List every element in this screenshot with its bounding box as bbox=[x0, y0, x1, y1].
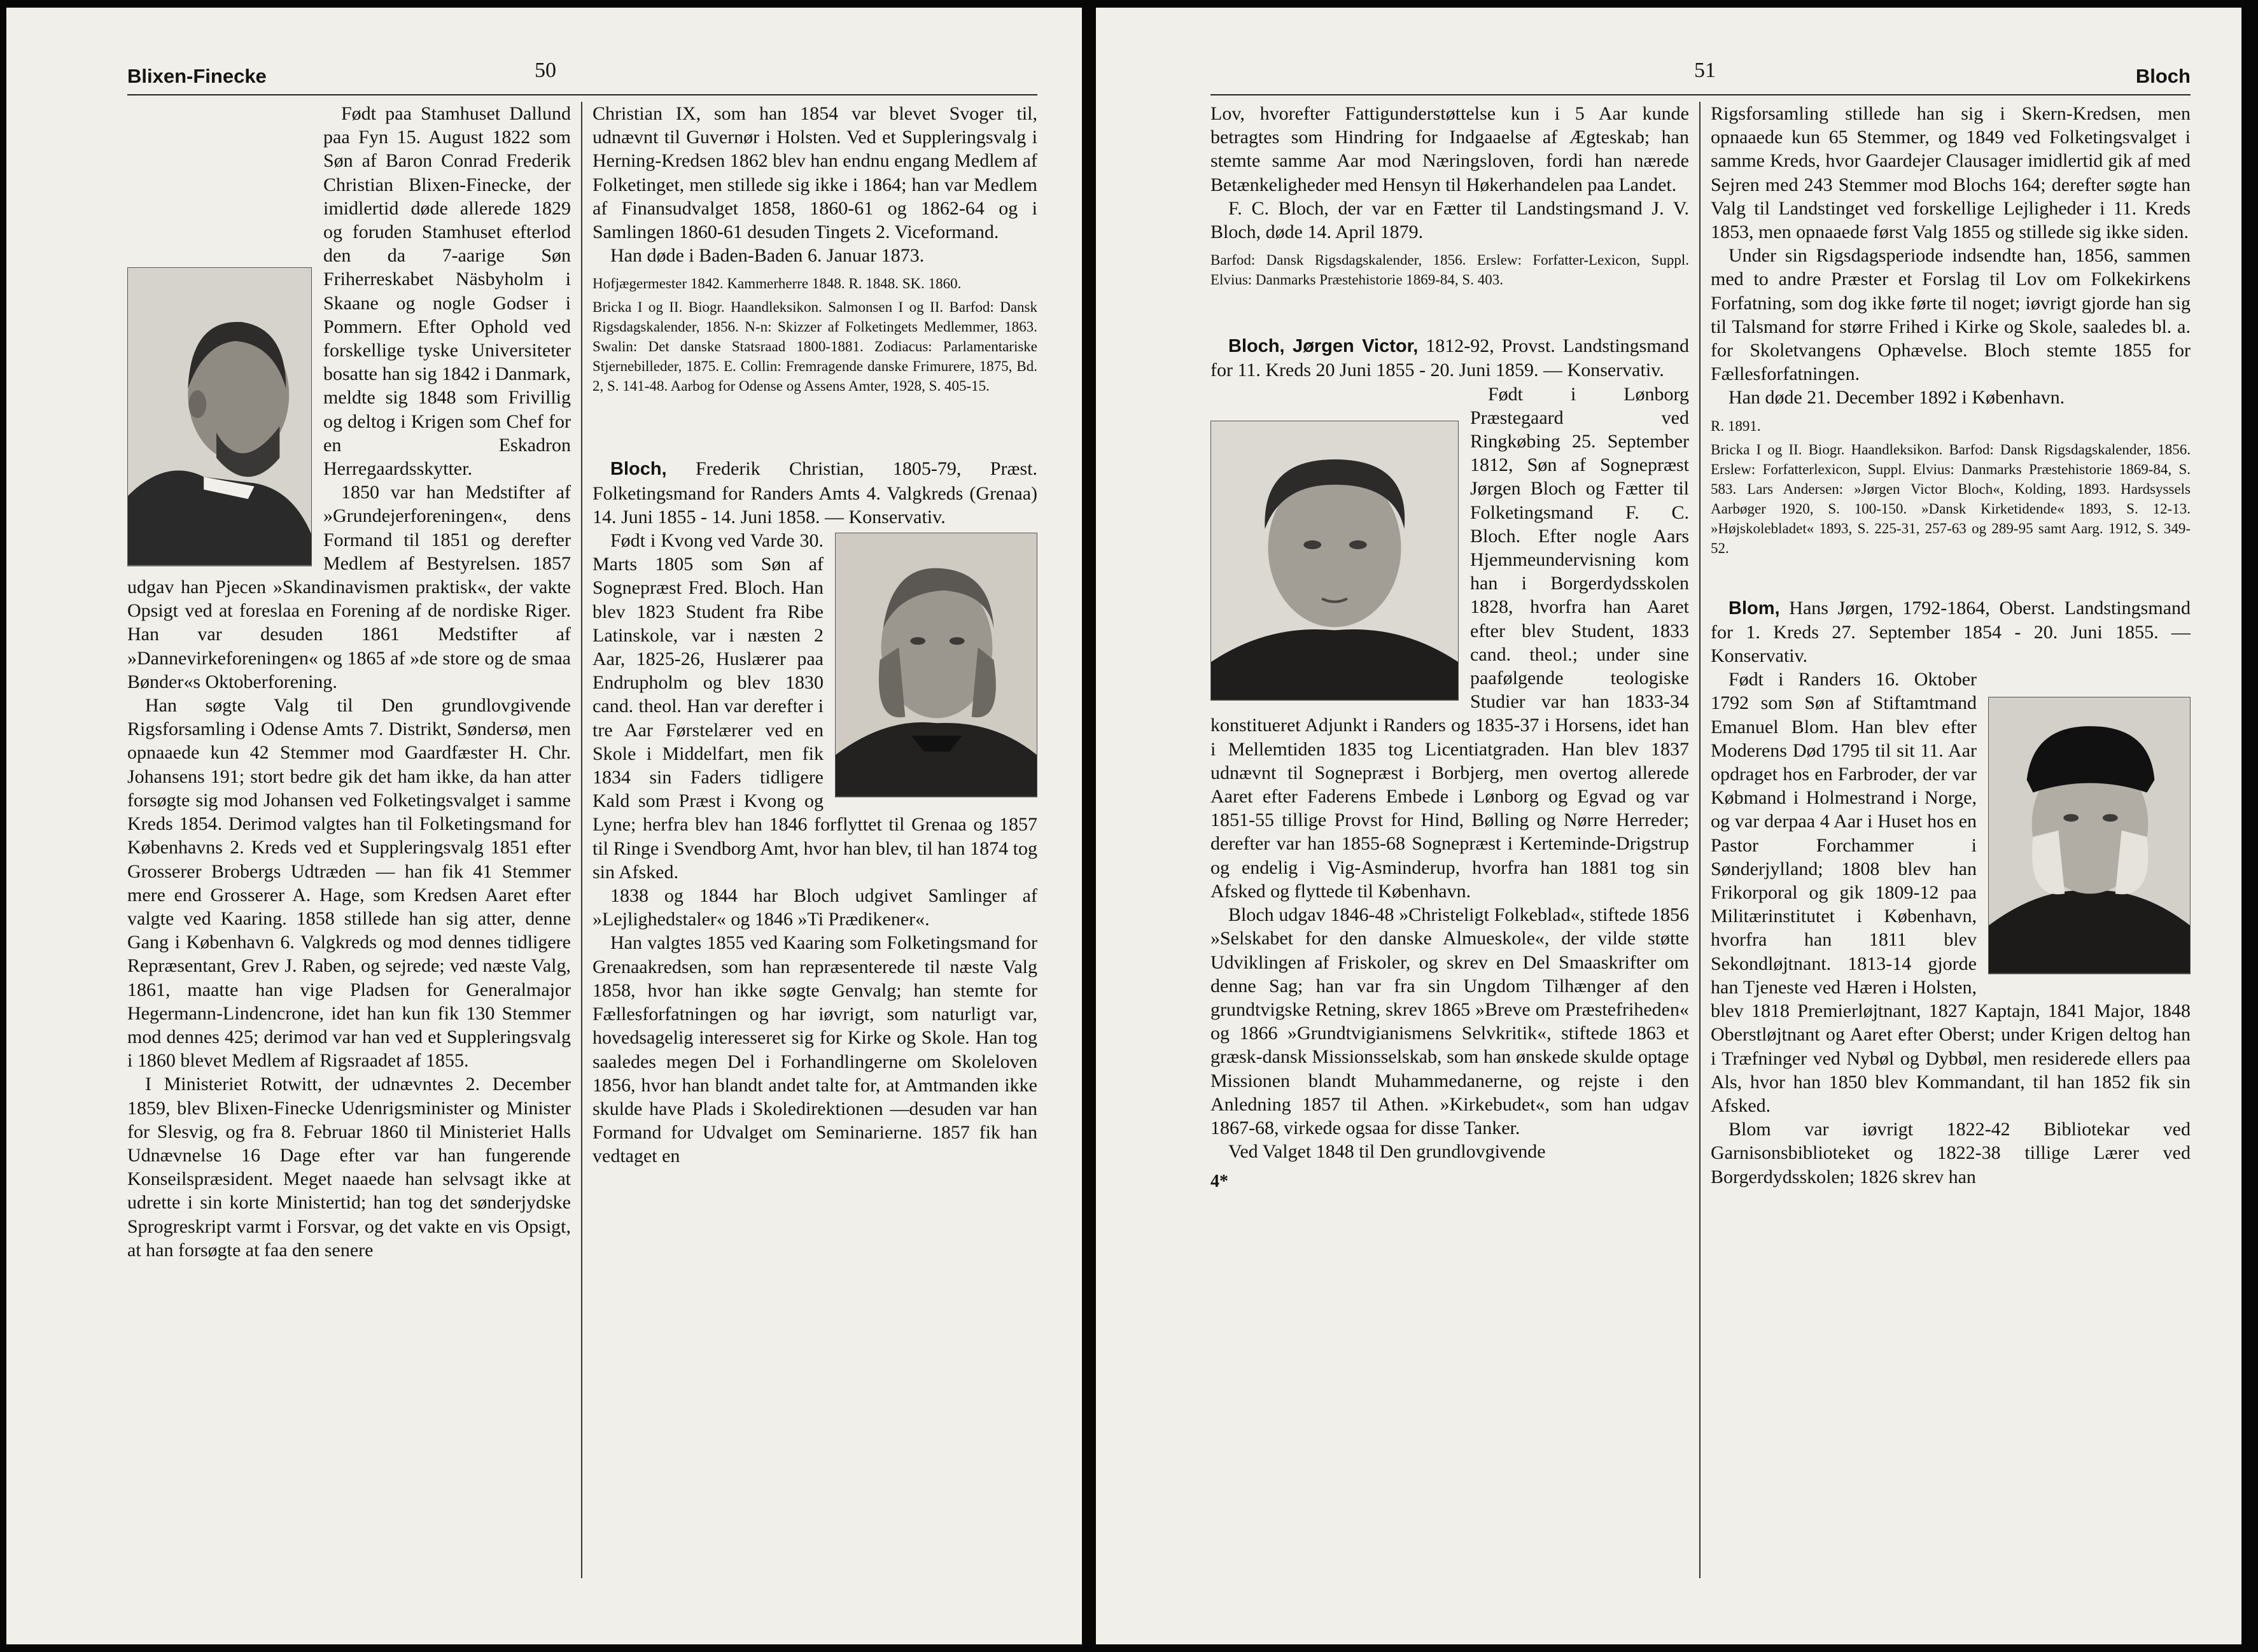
paragraph: I Ministeriet Rotwitt, der udnævntes 2. December 1859, blev Blixen-Finecke Udenrigsminister og Minister for Slesvig, og fra 8. Februar 1860 til Ministeriet Halls Udnævnelse 16 Dage efter var han fungerende Konseilspræsident. Meget naaede han selvsagt ikke at udrette i sin korte Ministertid; han tog det sønderjydske Sprogreskript varmt i Forsvar, og det vakte en vis Opsigt, at han forsøgte at faa den senere bbox=[127, 1074, 571, 1261]
entry-heading bbox=[1711, 596, 2191, 668]
header-rule bbox=[1210, 94, 2191, 95]
paragraph: Født i Kvong ved Varde 30. Marts 1805 som Søn af Sognepræst Fred. Bloch. Han blev 1823 Student fra Ribe Latinskole, var i næsten 2 Aar, 1825-26, Huslærer paa Endrupholm og blev 1830 cand. theol. Han var derefter i tre Aar Førstelærer ved en Skole i Middelfart, men fik 1834 sin Faders tidligere Kald som Præst i Kvong og Lyne; herfra blev han 1846 forflyttet til Grenaa og 1857 til Ringe i Svendborg Amt, hvor han blev, til han 1874 tog sin Afsked. bbox=[593, 530, 1037, 883]
entry-name: Blom, bbox=[1729, 598, 1780, 619]
paragraph: Blom var iøvrigt 1822-42 Bibliotekar ved Garnisonsbiblioteket og 1822-38 tillige Lærer ved Borgerdydsskolen; 1826 skrev han bbox=[1711, 1119, 2191, 1187]
portrait-image bbox=[836, 533, 1037, 797]
paragraph: Bloch udgav 1846-48 »Christeligt Folkeblad«, stiftede 1856 »Selskabet for den danske Almueskole«, der vilde støtte Udviklingen af Friskoler, og skrev en Del Smaaskrifter om denne Sag; han var fra sin Ungdom Tilhænger af den grundtvigske Retning, skrev 1865 »Breve om Præstefriheden« og 1866 »Grundtvigianismens Selvkritik«, stiftede 1863 et græsk-dansk Missionsselskab, som han ønskede skulde optage Missionen blandt Muhammedanerne, og rejste i den Anledning 1857 til Athen. »Kirkebudet«, som han udgav 1867-68, virkede ogsaa for disse Tanker. bbox=[1210, 904, 1689, 1138]
portrait-hans-jorgen-blom bbox=[1988, 697, 2191, 974]
paragraph: Født i Lønborg Præstegaard ved Ringkøbing 25. September 1812, Søn af Sognepræst Jørgen Bloch og Fætter til Folketingsmand F. C. Bloch. Efter nogle Aars Hjemmeundervisning kom han i Borgerdydsskolen 1828, hvorfra han Aaret efter blev Student, 1833 cand. theol.; under sine paafølgende teologiske Studier var han 1833-34 konstitueret Adjunkt i Randers og 1835-37 i Horsens, idet han i Mellemtiden 1835 tog Licentiatgraden. Han blev 1837 udnævnt til Sognepræst i Borbjerg, men overtog allerede Aaret efter Faderens Embede i Lønborg og Egvad og var 1851-55 tillige Provst for Hind, Bølling og Nørre Herreder; derefter var han 1855-68 Sognepræst i Kerteminde-Drigstrup og endelig i Vig-Asminderup, hvorfra han 1881 tog sin Afsked og flyttede til København. bbox=[1210, 383, 1689, 902]
bibliography: Bricka I og II. Biogr. Haandleksikon. Barfod: Dansk Rigsdagskalender, 1856. Erslew: Forfatterlexicon, Suppl. Elvius: Danmarks Præstehistorie 1869-84, S. 583. Lars Andersen: »Jørgen Victor Bloch«, Kolding, 1893. Hardsyssels Aarbøger 1920, S. 100-150. »Dansk Kirketidende« 1893, S. 12-13. »Højskolebladet« 1893, S. 225-31, 257-63 og 289-95 samt Aarg. 1912, S. 349-52. bbox=[1711, 441, 2191, 556]
entry-name: Bloch, bbox=[610, 459, 667, 480]
header-rule bbox=[127, 94, 1037, 95]
page-number: 51 bbox=[1694, 59, 1716, 82]
paragraph: Han søgte Valg til Den grundlovgivende Rigsforsamling i Odense Amts 7. Distrikt, Søndersø, men opnaaede kun 42 Stemmer mod Gaardfæster H. Chr. Johansens 191; stort bedre gik det ham ikke, da han atter forsøgte sig mod Johansen ved Folketingsvalget i samme Kreds 1854. Derimod valgtes han til Folketingsmand for Københavns 2. Kreds ved et Suppleringsvalg 1851 efter Grosserer Brobergs Udtræden — han fik 41 Stemmer mere end Grosserer A. Hage, som Kredsen Aaret efter valgte ved Kaaring. 1858 stillede han sig atter, denne Gang i København 6. Valgkreds og mod dennes tidligere Repræsentant, Grev J. Raben, og sejrede; ved næste Valg, 1861, maatte han vige Pladsen for Generalmajor Hegermann-Lindencrone, idet han kun fik 130 Stemmer mod dennes 425; derimod var han ved et Suppleringsvalg i 1860 blevet Medlem af Rigsraadet af 1855. bbox=[127, 695, 571, 1072]
paragraph: Ved Valget 1848 til Den grundlovgivende bbox=[1228, 1141, 1546, 1163]
honours-note: R. 1891. bbox=[1711, 417, 1761, 434]
paragraph: Født i Randers 16. Oktober 1792 som Søn af Stiftamtmand Emanuel Blom. Han blev efter Moderens Død 1795 til sit 11. Aar opdraget hos en Farbroder, der var Købmand i Holmestrand i Norge, og var derpaa 4 Aar i Huset hos en Pastor Forchammer i Sønderjylland; 1808 blev han Frikorporal og gik 1809-12 paa Militærinstitutet i København, hvorfra han 1811 blev Sekondløjtnant. 1813-14 gjorde han Tjeneste ved Hæren i Holsten, blev 1818 Premierløjtnant, 1827 Kaptajn, 1841 Major, 1848 Oberstløjtnant og Aaret efter Oberst; under Krigen deltog han i Træfninger ved Nybøl og Dybbøl, men residerede ellers paa Als, hvor han 1850 blev Kommandant, til han 1852 fik sin Afsked. bbox=[1711, 669, 2191, 1116]
running-head bbox=[127, 57, 1037, 102]
portrait-jorgen-victor-bloch bbox=[1210, 421, 1459, 701]
paragraph: Han døde 21. December 1892 i København. bbox=[1729, 387, 2065, 409]
entry-heading bbox=[593, 457, 1037, 529]
entry-name: Bloch, Jørgen Victor, bbox=[1228, 336, 1419, 357]
column-2 bbox=[1701, 102, 2191, 1578]
paragraph: Under sin Rigsdagsperiode indsendte han, 1856, sammen med to andre Præster et Forslag til Lov om Folkekirkens Forfatning, som dog ikke førte til noget; iøvrigt gjorde han sig til Talsmand for større Frihed i Kirke og Skole, saaledes bl. a. for Skoletvangens Ophævelse. Bloch stemte 1855 for Fællesforfatningen. bbox=[1711, 245, 2191, 385]
right-page bbox=[1096, 8, 2241, 1644]
honours-note: Hofjægermester 1842. Kammerherre 1848. R. 1848. SK. 1860. bbox=[593, 276, 962, 292]
references bbox=[1210, 250, 1689, 290]
running-head bbox=[1210, 57, 2191, 102]
portrait-image bbox=[128, 268, 311, 566]
columns bbox=[1210, 102, 2191, 1578]
paragraph: Født paa Stamhuset Dallund paa Fyn 15. August 1822 som Søn af Baron Conrad Frederik Christian Blixen-Finecke, der imidlertid døde allerede 1829 og foruden Stamhuset efterlod den da 7-aarige Søn Friherreskabet Näsbyholm i Skaane og nogle Godser i Pommern. Efter Ophold ved forskellige tyske Universiteter bosatte han sig 1842 i Danmark, meldte sig 1848 som Frivillig og deltog i Krigen som Chef for en Eskadron Herregaardsskytter. bbox=[323, 103, 571, 480]
column-2 bbox=[582, 102, 1037, 1578]
references bbox=[1711, 416, 2191, 558]
portrait-blixen-finecke bbox=[127, 267, 312, 566]
paragraph: Han døde i Baden-Baden 6. Januar 1873. bbox=[610, 245, 925, 267]
entry-summary: Frederik Christian, 1805-79, Præst. Folketingsmand for Randers Amts 4. Valgkreds (Grenaa) 14. Juni 1855 - 14. Juni 1858. — Konservativ. bbox=[593, 458, 1037, 528]
paragraph: Lov, hvorefter Fattigunderstøttelse kun i 5 Aar kunde betragtes som Hindring for Indgaaelse af Ægteskab; han stemte samme Aar mod Næringsloven, fordi han nærede Betænkeligheder med Hensyn til Høkerhandelen paa Landet. bbox=[1210, 103, 1689, 195]
column-1 bbox=[1210, 102, 1701, 1578]
signature-mark: 4* bbox=[1210, 1172, 1228, 1192]
entry-summary: 1812-92, Provst. Landstingsmand for 11. Kreds 20 Juni 1855 - 20. Juni 1859. — Konservativ. bbox=[1210, 335, 1689, 381]
entry-heading bbox=[1210, 334, 1689, 382]
paragraph: F. C. Bloch, der var en Fætter til Landstingsmand J. V. Bloch, døde 14. April 1879. bbox=[1210, 197, 1689, 243]
column-1 bbox=[127, 102, 582, 1578]
references bbox=[593, 274, 1037, 396]
paragraph: 1838 og 1844 har Bloch udgivet Samlinger af »Lejlighedstaler« og 1846 »Ti Prædikener«. bbox=[593, 885, 1037, 930]
running-head-title: Bloch bbox=[2135, 65, 2191, 87]
running-head-title: Blixen-Finecke bbox=[127, 65, 267, 87]
portrait-frederik-christian-bloch bbox=[835, 533, 1037, 797]
portrait-image bbox=[1211, 421, 1458, 700]
paragraph: Han valgtes 1855 ved Kaaring som Folketingsmand for Grenaakredsen, som han repræsenterede til næste Valg 1858, hvor han ikke søgte Genvalg; han stemte for Fællesforfatningen og har iøvrigt, som naturligt var, hovedsagelig interesseret sig for Kirke og Skole. Han tog saaledes megen Del i Forhandlingerne om Skoleloven 1856, hvor han blandt andet talte for, at Amtmanden ikke skulde have Plads i Skoledirektionen —desuden var han Formand for Udvalget om Seminarierne. 1857 fik han vedtaget en bbox=[593, 932, 1037, 1167]
left-page bbox=[6, 8, 1082, 1644]
paragraph: 1850 var han Medstifter af »Grundejerforeningen«, dens Formand til 1851 og derefter Medlem af Bestyrelsen. 1857 udgav han Pjecen »Skandinavismen praktisk«, der vakte Opsigt ved at foreslaa en Forening af de nordiske Riger. Han var desuden 1861 Medstifter af »Dannevirkeforeningen« og 1865 af »de store og de smaa Bønder«s Oktoberforening. bbox=[127, 482, 571, 692]
page-number: 50 bbox=[535, 59, 556, 82]
bibliography: Barfod: Dansk Rigsdagskalender, 1856. Erslew: Forfatter-Lexicon, Suppl. Elvius: Danmarks Præstehistorie 1869-84, S. 403. bbox=[1210, 252, 1689, 288]
paragraph: Rigsforsamling stillede han sig i Skern-Kredsen, men opnaaede kun 65 Stemmer, og 1849 ved Folketingsvalget i samme Kreds, hvor Gaardejer Clausager imidlertid gik af med Sejren med 243 Stemmer mod Blochs 164; derefter søgte han Valg til Landstinget ved forskellige Lejligheder i 11. Kreds 1853, men opnaaede først Valg 1855 og stillede sig ikke siden. bbox=[1711, 103, 2191, 243]
paragraph: Christian IX, som han 1854 var blevet Svoger til, udnævnt til Guvernør i Holsten. Ved et Suppleringsvalg i Herning-Kredsen 1862 blev han endnu engang Medlem af Folketinget, men stillede sig ikke i 1864; han var Medlem af Finansudvalget 1858, 1860-61 og 1862-64 og i Samlingen 1860-61 desuden Tingets 2. Viceformand. bbox=[593, 103, 1037, 243]
bibliography: Bricka I og II. Biogr. Haandleksikon. Salmonsen I og II. Barfod: Dansk Rigsdagskalender, 1856. N-n: Skizzer af Folketingets Medlemmer, 1863. Swalin: Det danske Statsraad 1800-1881. Zodiacus: Parlamentariske Stjernebilleder, 1875. E. Collin: Fremragende danske Frimurere, 1875, Bd. 2, S. 141-48. Aarbog for Odense og Assens Amter, 1928, S. 405-15. bbox=[593, 299, 1037, 395]
entry-summary: Hans Jørgen, 1792-1864, Oberst. Landstingsmand for 1. Kreds 27. September 1854 - 20. Juni 1855. — Konservativ. bbox=[1711, 597, 2191, 667]
columns bbox=[127, 102, 1037, 1578]
portrait-image bbox=[1989, 697, 2190, 974]
